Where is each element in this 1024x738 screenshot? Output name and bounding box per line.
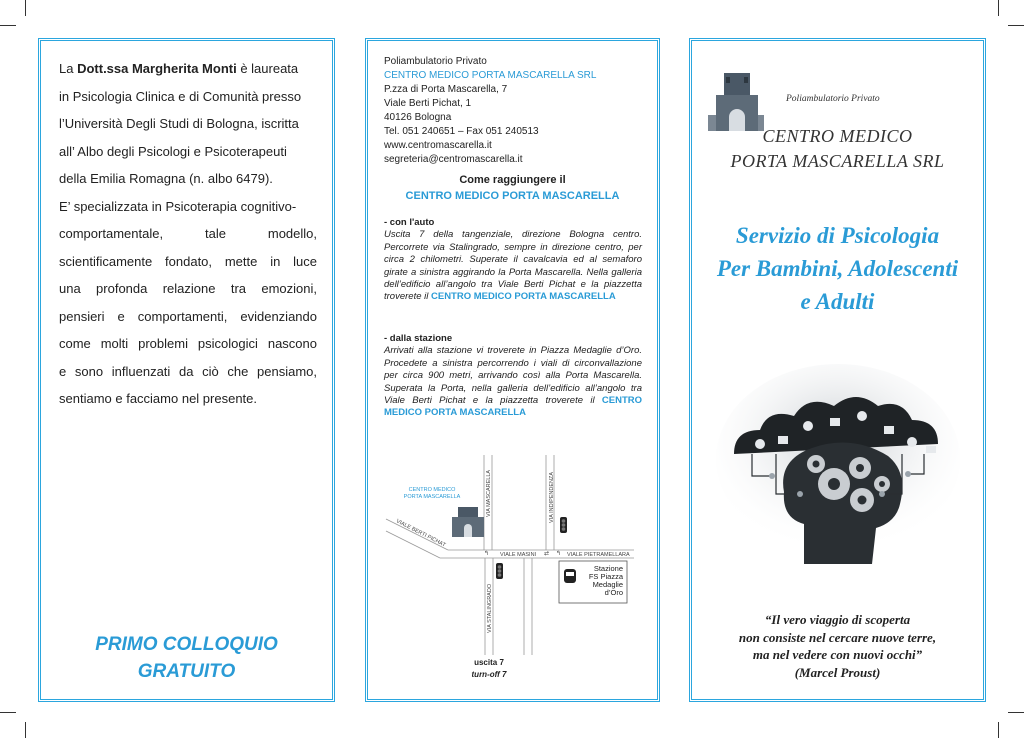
station-label: FS Piazza <box>588 572 623 581</box>
bio-line: La Dott.ssa Margherita Monti è laureata <box>59 61 299 76</box>
crop-mark <box>1008 712 1024 713</box>
center-name-highlight: CENTRO MEDICO PORTA MASCARELLA <box>431 291 616 303</box>
crop-mark <box>998 722 999 738</box>
directions-station-text: Arrivati alla stazione vi troverete in Piazza Medaglie d’Oro. Procedete a sinistra percorrendo i viali di circonvallazione per circa 900 metri, arrivando così alla Porta Mascarella. Superata la Porta, nella galleria dell’edificio all’angolo tra Viale Berti Pichat e la piazzetta troverete il <box>384 345 642 407</box>
station-label: Stazione <box>593 564 623 573</box>
bio-line: pensieri e comportamenti, evidenziando <box>59 308 317 324</box>
tower-logo <box>708 73 764 131</box>
map-center-label: CENTRO MEDICO <box>408 487 456 493</box>
contact-type: Poliambulatorio Privato <box>384 56 487 67</box>
bio-line: della Emilia Romagna (n. albo 6479). <box>59 171 273 186</box>
bio-line: una profonda relazione tra emozioni, <box>59 281 317 296</box>
service-title-line: e Adulti <box>800 289 875 314</box>
contact-block <box>384 55 596 167</box>
contact-name: CENTRO MEDICO PORTA MASCARELLA SRL <box>384 70 597 81</box>
directions-by-car <box>384 217 642 304</box>
promo-line: GRATUITO <box>137 661 236 682</box>
exit-label: uscita 7 <box>474 658 504 667</box>
crop-mark <box>25 722 26 738</box>
porta-mascarella-icon <box>452 507 484 537</box>
directions-from-station <box>384 333 642 420</box>
panel-bio <box>38 38 335 702</box>
traffic-light-icon <box>560 517 567 533</box>
bio-line: l’Università Degli Studi di Bologna, iscritta <box>59 116 299 131</box>
crop-mark <box>0 712 16 713</box>
center-name-highlight: CENTRO MEDICO PORTA MASCARELLA <box>384 395 643 419</box>
map-street-label: VIA STALINGRADO <box>487 583 493 633</box>
contact-email[interactable]: segreteria@centromascarella.it <box>384 154 523 165</box>
traffic-light-icon <box>496 563 503 579</box>
directions-car-text: Uscita 7 della tangenziale, direzione Bologna centro. Percorrete via Stalingrado, sempre in direzione centro, per circa 2 chilometri. Superate il cavalcavia ed al semaforo girate a sinistra aggirando la Porta Mascarella. Nella galleria dell’edificio all’angolo tra Viale Berti Pichat e la piazzetta troverete il <box>384 229 642 303</box>
station-label: Medaglie <box>592 580 623 589</box>
crop-mark <box>998 0 999 16</box>
crop-mark <box>0 25 16 26</box>
map-center-label: PORTA MASCARELLA <box>403 494 461 500</box>
free-consultation-promo <box>41 631 332 685</box>
service-title <box>692 219 983 318</box>
contact-website[interactable]: www.centromascarella.it <box>384 140 492 151</box>
turn-arrow-icon: ↰ <box>556 551 562 557</box>
bio-line: all’ Albo degli Psicologi e Psicoterapeuti <box>59 143 287 159</box>
turn-arrow-icon: ↰ <box>484 551 490 557</box>
crop-mark <box>25 0 26 16</box>
service-title-line: Per Bambini, Adolescenti <box>716 256 959 281</box>
map-street-label: VIALE MASINI <box>500 552 537 558</box>
bio-line: scientificamente fondato, mette in luce <box>59 253 317 269</box>
map-street-label: VIALE BERTI PICHAT <box>395 518 447 549</box>
map-street-label: VIA INDIPENDENZA <box>549 471 555 523</box>
contact-address: P.zza di Porta Mascarella, 7 <box>384 84 508 95</box>
directions-car-label: - con l'auto <box>384 217 435 228</box>
quote-author: (Marcel Proust) <box>794 664 881 680</box>
contact-phone: Tel. 051 240651 – Fax 051 240513 <box>384 126 539 137</box>
service-title-line: Servizio di Psicologia <box>735 223 940 248</box>
contact-city: 40126 Bologna <box>384 112 452 123</box>
center-name-line: PORTA MASCARELLA SRL <box>730 151 945 171</box>
bio-line: come molti problemi psicologici nascono <box>59 336 317 351</box>
panel-cover <box>689 38 986 702</box>
location-map <box>374 455 654 701</box>
quote-line: ma nel vedere con nuovi occhi” <box>752 647 923 662</box>
quote-line: non consiste nel cercare nuove terre, <box>738 629 937 645</box>
center-name-line: CENTRO MEDICO <box>762 126 913 146</box>
bio-line: in Psicologia Clinica e di Comunità presso <box>59 88 302 104</box>
directions-heading <box>368 172 657 204</box>
proust-quote <box>692 611 983 681</box>
quote-line: “Il vero viaggio di scoperta <box>764 612 911 627</box>
poliambulatorio-label: Poliambulatorio Privato <box>786 94 880 104</box>
contact-address: Viale Berti Pichat, 1 <box>384 98 472 109</box>
directions-station-label: - dalla stazione <box>384 333 453 344</box>
crop-mark <box>1008 25 1024 26</box>
map-street-label: VIALE PIETRAMELLARA <box>567 552 630 558</box>
directions-title: Come raggiungere il <box>459 174 566 186</box>
station-label: d’Oro <box>604 588 623 597</box>
map-street-label: VIA MASCARELLA <box>486 469 492 517</box>
bio-line: e sono influenzati da ciò che pensiamo, <box>59 363 317 379</box>
bio-text <box>59 55 317 413</box>
exit-label: turn-off 7 <box>471 670 507 679</box>
train-icon <box>564 569 576 583</box>
center-name <box>692 124 983 174</box>
head-gears-illustration <box>712 364 964 564</box>
turn-arrow-icon: ⇄ <box>544 551 550 557</box>
bio-line: sentiamo e facciamo nel presente. <box>59 391 257 406</box>
panel-directions <box>365 38 660 702</box>
bio-line: comportamentale, tale modello, <box>59 226 317 241</box>
promo-line: PRIMO COLLOQUIO <box>95 634 278 655</box>
directions-center-name: CENTRO MEDICO PORTA MASCARELLA <box>405 190 620 202</box>
bio-line: E’ specializzata in Psicoterapia cognitivo- <box>59 198 297 214</box>
